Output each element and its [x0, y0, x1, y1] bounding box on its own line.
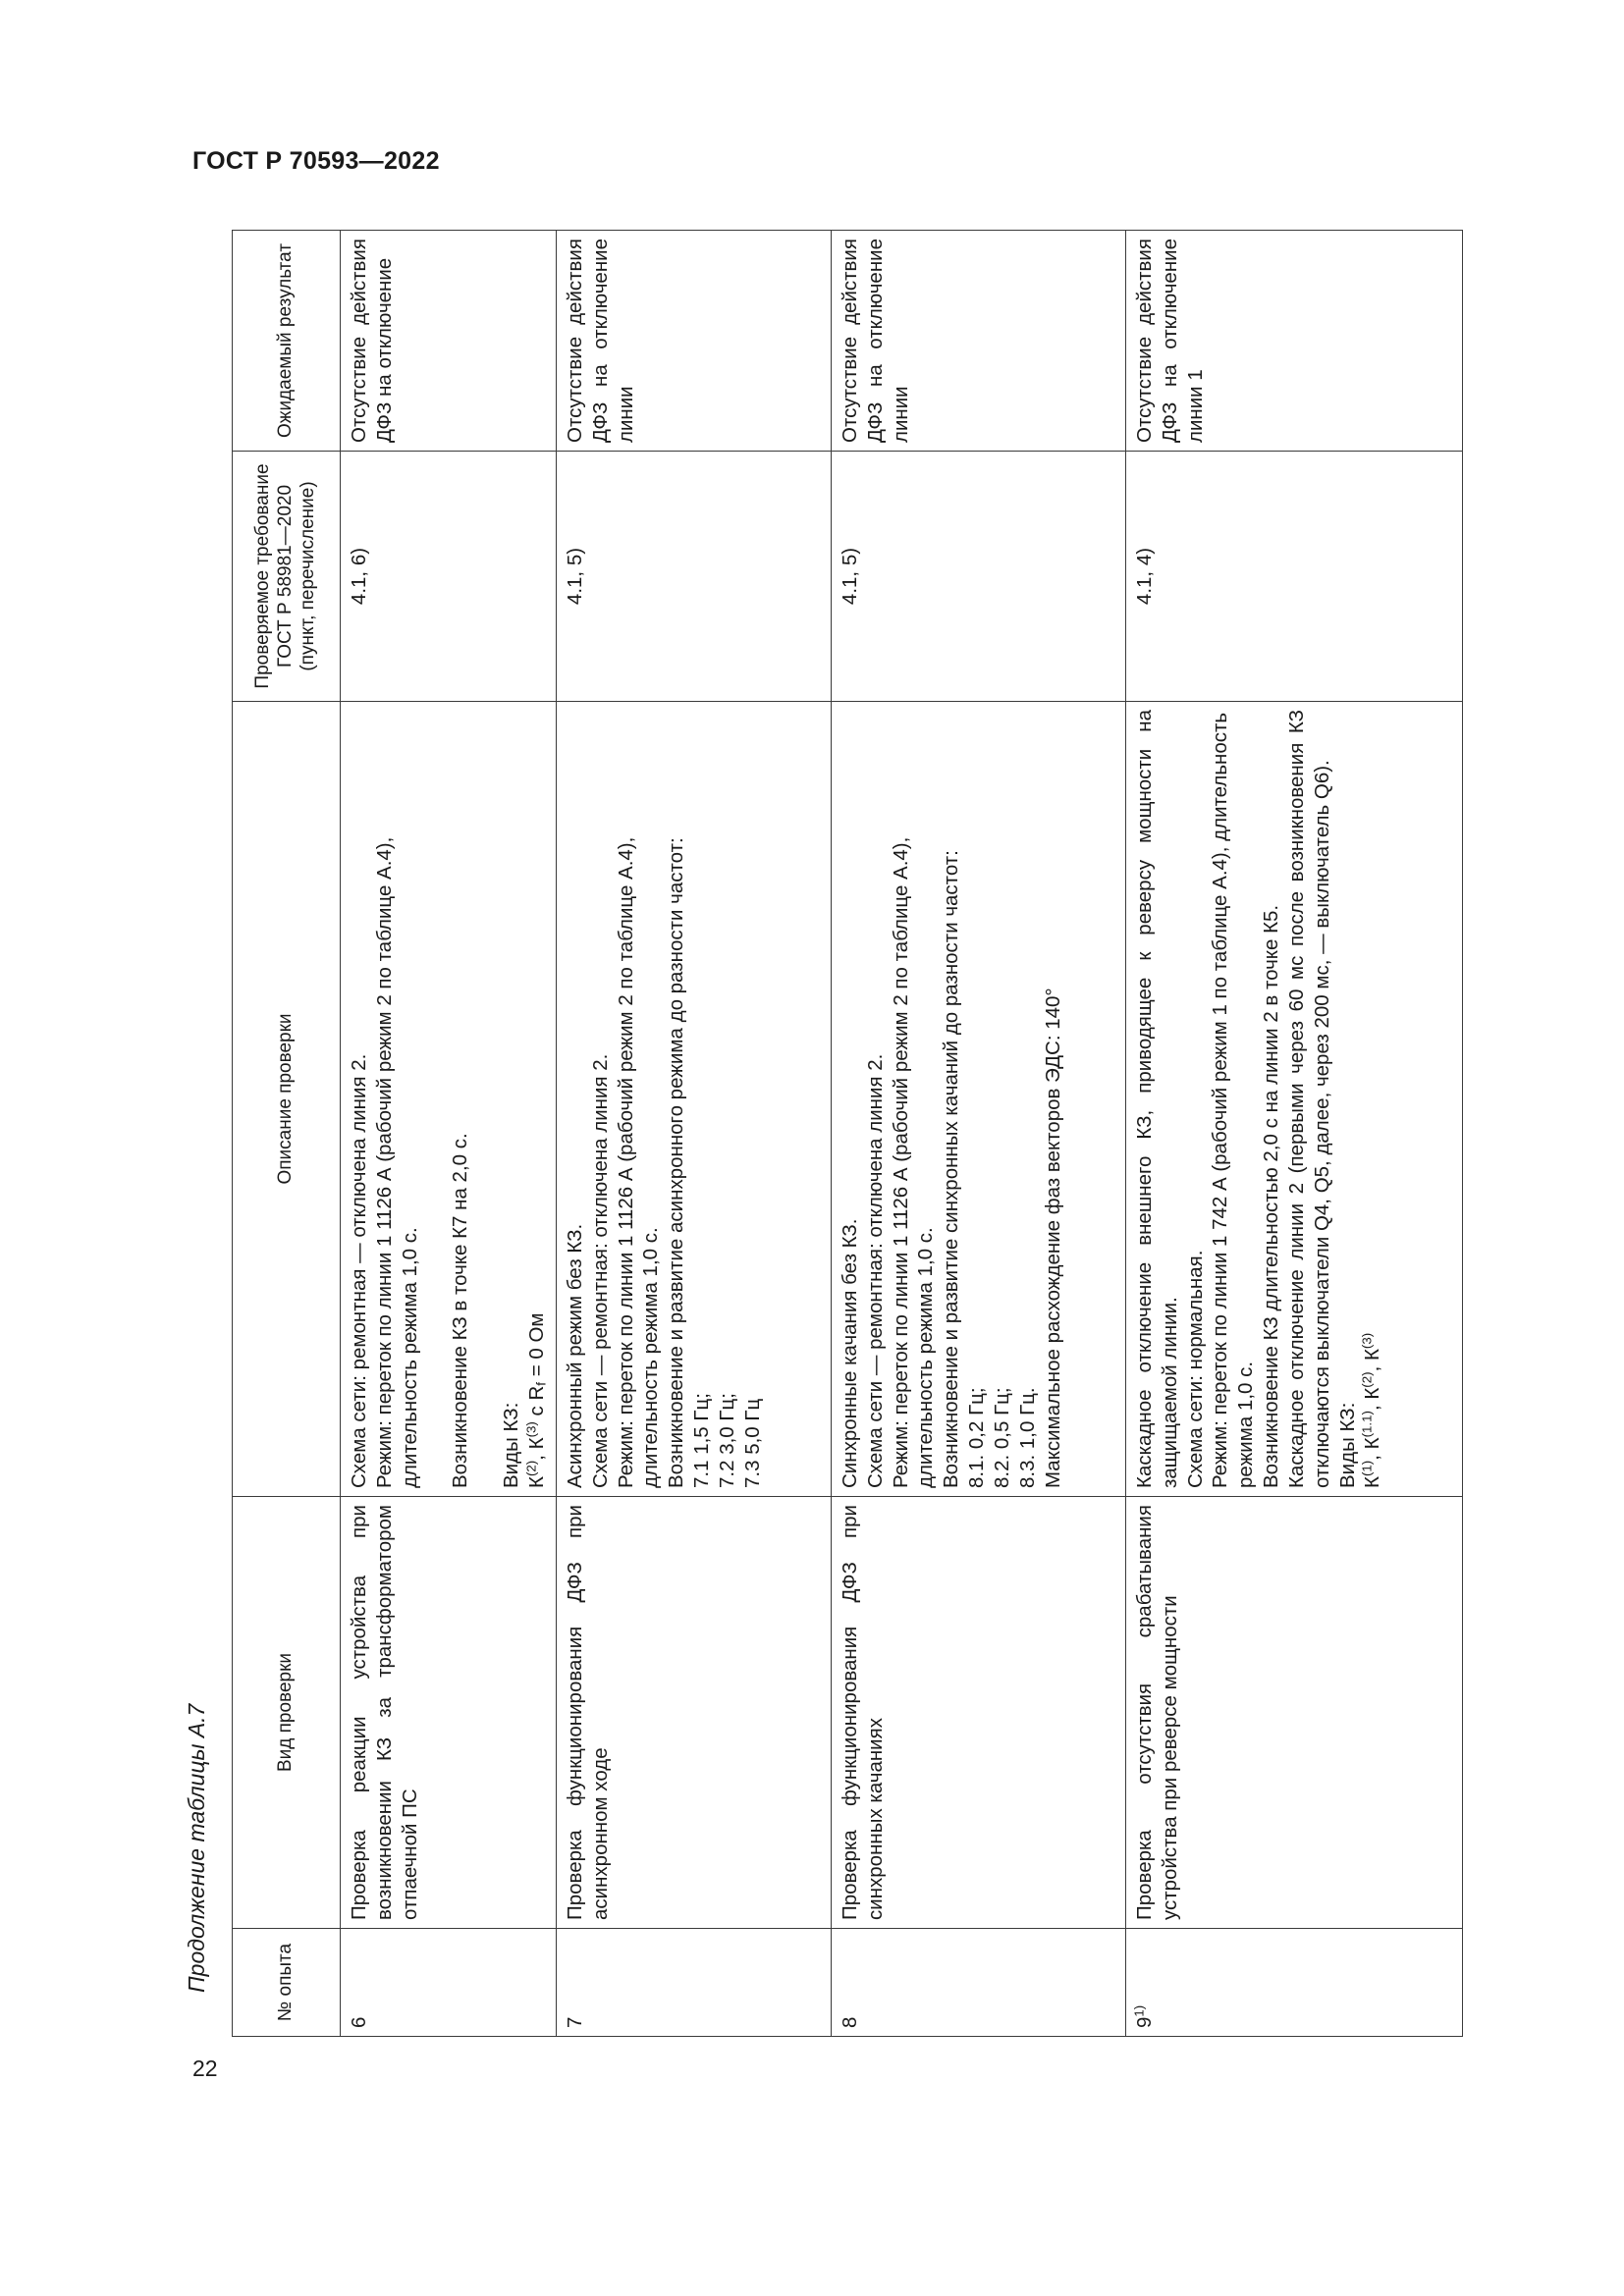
list-item: 7.2 3,0 Гц; — [715, 1393, 738, 1488]
cell-check-type: Проверка отсутствия срабатывания устройства при реверсе мощности — [1126, 1497, 1463, 1929]
desc-line: Режим: переток по линии 1 742 А (рабочий режим 1 по таблице А.4), длительность режима 1,0 с. — [1209, 712, 1258, 1488]
desc-line: Схема сети: ремонтная — отключена линия 2. — [348, 1053, 370, 1488]
cell-expected-result: Отсутствие действия ДФЗ на отключение линии — [832, 231, 1126, 452]
desc-line: Каскадное отключение внешнего КЗ, приводящее к реверсу мощности на защищаемой линии. — [1133, 710, 1181, 1488]
cell-requirement: 4.1, 5) — [832, 452, 1126, 702]
cell-check-type: Проверка функционирования ДФЗ при асинхронном ходе — [557, 1497, 832, 1929]
table-caption: Продолжение таблицы А.7 — [184, 1703, 209, 1993]
cell-number: 9$^{1)}$ — [1126, 1929, 1463, 2037]
desc-line: Каскадное отключение линии 2 (первыми через 60 мс после возникновения КЗ отключаются выключатели Q4, Q5, далее, через 200 мс, — выключатель Q6). — [1284, 710, 1333, 1488]
cell-requirement: 4.1, 5) — [557, 452, 832, 702]
list-item: 8.3. 1,0 Гц. — [1015, 1387, 1039, 1488]
footnote-marker: 1) — [1131, 2004, 1147, 2017]
cell-expected-result: Отсутствие действия ДФЗ на отключение линии — [557, 231, 832, 452]
desc-line: Возникновение и развитие синхронных качаний до разности частот: — [940, 850, 963, 1488]
page-number: 22 — [192, 2056, 218, 2081]
cell-expected-result: Отсутствие действия ДФЗ на отключение — [341, 231, 557, 452]
list-item: 7.1 1,5 Гц; — [690, 1393, 714, 1488]
desc-line: Синхронные качания без КЗ. — [839, 1218, 861, 1488]
table-row — [341, 231, 557, 2037]
desc-line: Возникновение КЗ длительностью 2,0 с на линии 2 в точке К5. — [1260, 904, 1283, 1488]
document-header: ГОСТ Р 70593—2022 — [192, 147, 440, 175]
list-item: 8.2. 0,5 Гц; — [990, 1387, 1013, 1488]
cell-number: 8 — [832, 1929, 1126, 2037]
desc-line: Асинхронный режим без КЗ. — [564, 1223, 586, 1488]
cell-number: 6 — [341, 1929, 557, 2037]
desc-line: Максимальное расхождение фаз векторов ЭДС: 140° — [1041, 988, 1064, 1488]
desc-line: Схема сети: нормальная. — [1183, 1250, 1207, 1488]
column-header-check-type: Вид проверки — [233, 1497, 341, 1929]
table-header-row — [233, 231, 341, 2037]
cell-check-type: Проверка функционирования ДФЗ при синхронных качаниях — [832, 1497, 1126, 1929]
cell-description — [557, 702, 832, 1497]
desc-line: Режим: переток по линии 1 1126 А (рабочий режим 2 по таблице А.4), длительность режима 1,0 с. — [372, 836, 421, 1488]
cell-description — [832, 702, 1126, 1497]
cell-expected-result: Отсутствие действия ДФЗ на отключение линии 1 — [1126, 231, 1463, 452]
fault-types-line: $К^{(2)}$, $К^{(3)}$ с $R_f = 0$ Ом — [523, 1312, 549, 1488]
table-row — [557, 231, 832, 2037]
column-header-number: № опыта — [233, 1929, 341, 2037]
desc-line: Виды КЗ: — [500, 1402, 523, 1488]
table-container — [232, 231, 1462, 2037]
list-item: 7.3 5,0 Гц — [740, 1398, 764, 1488]
desc-line: Возникновение и развитие асинхронного режима до разности частот: — [665, 837, 688, 1488]
cell-requirement: 4.1, 4) — [1126, 452, 1463, 702]
column-header-description: Описание проверки — [233, 702, 341, 1497]
table-row — [1126, 231, 1463, 2037]
desc-line: Схема сети — ремонтная: отключена линия 2. — [588, 1053, 612, 1488]
desc-line: Схема сети — ремонтная: отключена линия 2. — [863, 1053, 887, 1488]
desc-line: Режим: переток по линии 1 1126 А (рабочий режим 2 по таблице А.4), длительность режима 1,0 с. — [614, 836, 663, 1488]
fault-types-line: $К^{(1)}$, $К^{(1.1)}$, $К^{(2)}$, $К^{(3)}$ — [1360, 1332, 1384, 1488]
table-caption-container — [177, 294, 216, 2042]
desc-line: Режим: переток по линии 1 1126 А (рабочий режим 2 по таблице А.4), длительность режима 1,0 с. — [889, 836, 938, 1488]
cell-description — [341, 702, 557, 1497]
list-item: 8.1. 0,2 Гц; — [965, 1387, 989, 1488]
desc-line: Возникновение КЗ в точке К7 на 2,0 с. — [449, 1133, 472, 1488]
column-header-expected-result: Ожидаемый результат — [233, 231, 341, 452]
cell-check-type: Проверка реакции устройства при возникновении КЗ за трансформатором отпаечной ПС — [341, 1497, 557, 1929]
table-row — [832, 231, 1126, 2037]
cell-description — [1126, 702, 1463, 1497]
cell-number: 7 — [557, 1929, 832, 2037]
cell-requirement: 4.1, 6) — [341, 452, 557, 702]
desc-line: Виды КЗ: — [1335, 1402, 1359, 1488]
test-table — [232, 230, 1463, 2037]
column-header-requirement: Проверяемое требование ГОСТ Р 58981—2020 (пункт, перечисление) — [233, 452, 341, 702]
